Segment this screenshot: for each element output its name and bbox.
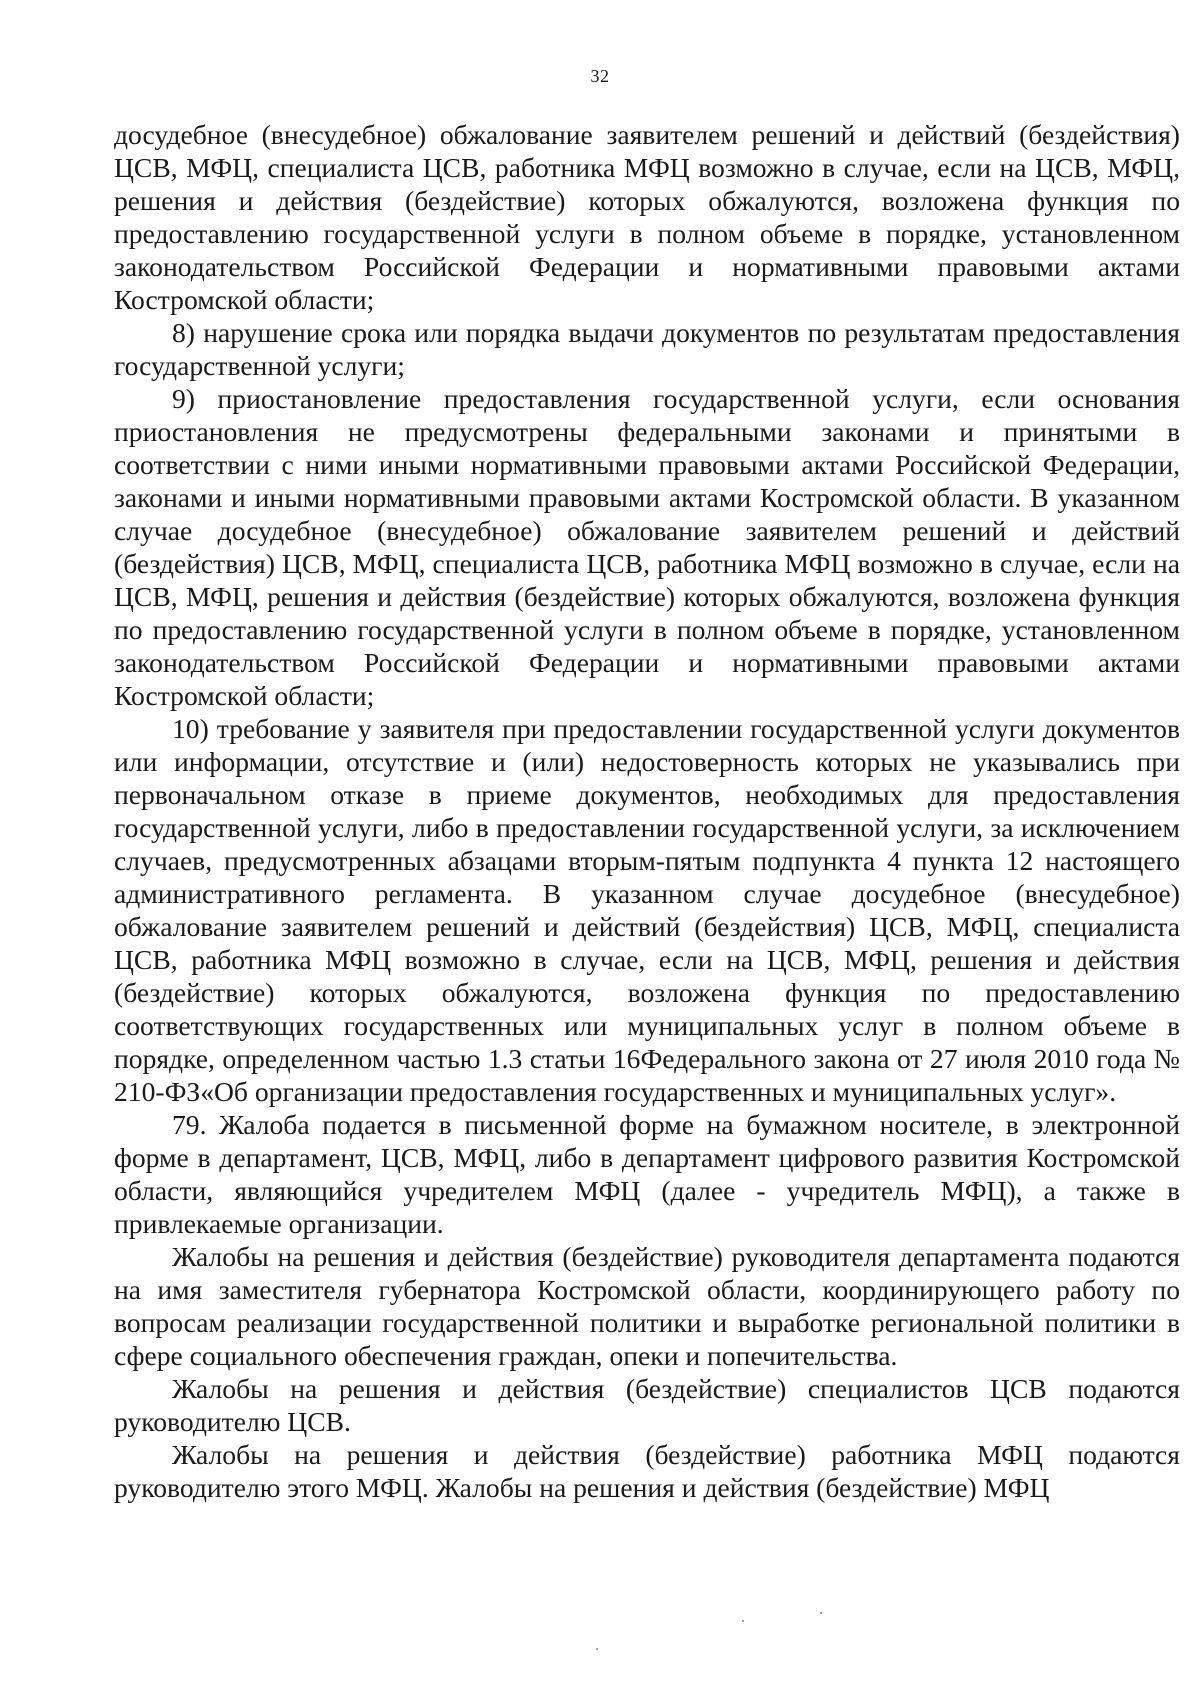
paragraph-complaints-mfc: Жалобы на решения и действия (бездействие) работника МФЦ подаются руководителю этого МФЦ. Жалобы на решения и действия (бездействие) МФЦ	[114, 1439, 1180, 1503]
paragraph-item-10: 10) требование у заявителя при предоставлении государственной услуги документов или информации, отсутствие и (или) недостоверность которых не указывались при первоначальном отказе в приеме документов, необходимых для предоставления государственной услуги, либо в предоставлении государственной услуги, за исключением случаев, предусмотренных абзацами вторым-пятым подпункта 4 пункта 12 настоящего административного регламента. В указанном случае досудебное (внесудебное) обжалование заявителем решений и действий (бездействия) ЦСВ, МФЦ, специалиста ЦСВ, работника МФЦ возможно в случае, если на ЦСВ, МФЦ, решения и действия (бездействие) которых обжалуются, возложена функция по предоставлению соответствующих государственных или муниципальных услуг в полном объеме в порядке, определенном частью 1.3 статьи 16Федерального закона от 27 июля 2010 года № 210-ФЗ«Об организации предоставления государственных и муниципальных услуг».	[114, 713, 1180, 1107]
paragraph-item-8: 8) нарушение срока или порядка выдачи документов по результатам предоставления государственной услуги;	[114, 317, 1180, 381]
scan-speck	[820, 1612, 822, 1614]
document-body	[114, 118, 1180, 1504]
paragraph-complaints-head: Жалобы на решения и действия (бездействие) руководителя департамента подаются на имя заместителя губернатора Костромской области, координирующего работу по вопросам реализации государственной политики и выработке региональной политики в сфере социального обеспечения граждан, опеки и попечительства.	[114, 1241, 1180, 1371]
page-number: 32	[590, 66, 610, 86]
paragraph-complaints-csv: Жалобы на решения и действия (бездействие) специалистов ЦСВ подаются руководителю ЦСВ.	[114, 1373, 1180, 1437]
paragraph-continuation: досудебное (внесудебное) обжалование заявителем решений и действий (бездействия) ЦСВ, МФЦ, специалиста ЦСВ, работника МФЦ возможно в случае, если на ЦСВ, МФЦ, решения и действия (бездействие) которых обжалуются, возложена функция по предоставлению государственной услуги в полном объеме в порядке, установленном законодательством Российской Федерации и нормативными правовыми актами Костромской области;	[114, 119, 1180, 315]
scan-speck	[596, 1648, 598, 1650]
paragraph-point-79: 79. Жалоба подается в письменной форме на бумажном носителе, в электронной форме в департамент, ЦСВ, МФЦ, либо в департамент цифрового развития Костромской области, являющийся учредителем МФЦ (далее - учредитель МФЦ), а также в привлекаемые организации.	[114, 1109, 1180, 1239]
scan-speck	[742, 1620, 744, 1622]
paragraph-item-9: 9) приостановление предоставления государственной услуги, если основания приостановления не предусмотрены федеральными законами и принятыми в соответствии с ними иными нормативными правовыми актами Российской Федерации, законами и иными нормативными правовыми актами Костромской области. В указанном случае досудебное (внесудебное) обжалование заявителем решений и действий (бездействия) ЦСВ, МФЦ, специалиста ЦСВ, работника МФЦ возможно в случае, если на ЦСВ, МФЦ, решения и действия (бездействие) которых обжалуются, возложена функция по предоставлению государственной услуги в полном объеме в порядке, установленном законодательством Российской Федерации и нормативными правовыми актами Костромской области;	[114, 383, 1180, 711]
